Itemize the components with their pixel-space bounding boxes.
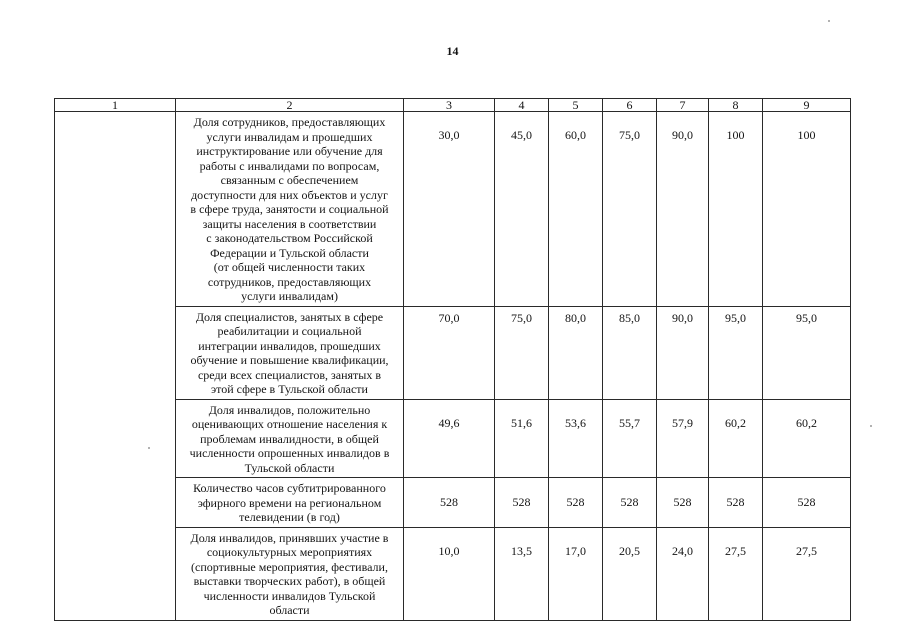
description-line: работы с инвалидами по вопросам,: [199, 158, 380, 173]
description-line: Доля специалистов, занятых в сфере: [195, 309, 384, 324]
value-cell: 60,2: [763, 399, 851, 478]
value-cell: 100: [709, 112, 763, 307]
description-line: среди всех специалистов, занятых в: [197, 367, 382, 382]
description-line: Доля инвалидов, положительно: [208, 402, 371, 417]
description-line: эфирного времени на региональном: [197, 495, 382, 510]
value-cell: 27,5: [709, 527, 763, 620]
scan-speck: [870, 425, 872, 427]
column-header-5: 5: [549, 99, 603, 112]
description-line: доступности для них объектов и услуг: [191, 187, 388, 202]
value-cell: 24,0: [657, 527, 709, 620]
indicator-description: [176, 478, 404, 528]
value-cell: 70,0: [404, 306, 495, 399]
description-line: (спортивные мероприятия, фестивали,: [191, 559, 388, 574]
column-header-9: 9: [763, 99, 851, 112]
description-line: связанным с обеспечением: [220, 173, 359, 187]
value-cell: 27,5: [763, 527, 851, 620]
value-cell: 53,6: [549, 399, 603, 478]
description-line: области: [269, 603, 310, 617]
value-cell: 95,0: [709, 306, 763, 399]
description-line: численности инвалидов Тульской: [203, 588, 376, 603]
value-cell: 57,9: [657, 399, 709, 478]
column-header-4: 4: [495, 99, 549, 112]
description-line: проблемам инвалидности, в общей: [200, 431, 379, 446]
description-line: в сфере труда, занятости и социальной: [190, 202, 389, 216]
description-line: инструктирование или обучение для: [196, 144, 383, 158]
description-line: (от общей численности таких: [213, 260, 366, 274]
description-line: с законодательством Российской: [206, 231, 373, 245]
description-line: Доля сотрудников, предоставляющих: [193, 115, 386, 129]
description-line: интеграции инвалидов, прошедших: [198, 338, 381, 353]
description-line: социокультурных мероприятиях: [206, 545, 373, 559]
description-line: Федерации и Тульской области: [210, 245, 369, 260]
value-cell: 17,0: [549, 527, 603, 620]
value-cell: 528: [657, 478, 709, 528]
value-cell: 55,7: [603, 399, 657, 478]
column-header-3: 3: [404, 99, 495, 112]
value-cell: 85,0: [603, 306, 657, 399]
value-cell: 528: [549, 478, 603, 528]
scan-speck: [148, 447, 150, 449]
column-header-8: 8: [709, 99, 763, 112]
value-cell: 13,5: [495, 527, 549, 620]
value-cell: 20,5: [603, 527, 657, 620]
column-header-6: 6: [603, 99, 657, 112]
description-line: выставки творческих работ), в общей: [193, 574, 386, 588]
value-cell: 60,0: [549, 112, 603, 307]
description-line: услуги инвалидам и прошедших: [206, 129, 373, 144]
description-line: Тульской области: [244, 460, 335, 475]
header-row: [55, 99, 851, 112]
column-header-7: 7: [657, 99, 709, 112]
indicator-description: [176, 527, 404, 620]
value-cell: 45,0: [495, 112, 549, 307]
data-table: [54, 98, 851, 621]
table-row: [55, 112, 851, 307]
value-cell: 49,6: [404, 399, 495, 478]
value-cell: 80,0: [549, 306, 603, 399]
value-cell: 528: [603, 478, 657, 528]
value-cell: 10,0: [404, 527, 495, 620]
indicator-description: [176, 112, 404, 307]
value-cell: 75,0: [603, 112, 657, 307]
description-line: сотрудников, предоставляющих: [207, 274, 372, 289]
row-number-cell: [55, 112, 176, 621]
value-cell: 528: [495, 478, 549, 528]
scan-speck: [828, 20, 830, 22]
column-header-2: 2: [176, 99, 404, 112]
value-cell: 30,0: [404, 112, 495, 307]
value-cell: 60,2: [709, 399, 763, 478]
description-line: услуги инвалидам): [241, 289, 338, 303]
indicator-description: [176, 399, 404, 478]
value-cell: 528: [763, 478, 851, 528]
description-line: защиты населения в соответствии: [202, 216, 377, 231]
value-cell: 90,0: [657, 112, 709, 307]
value-cell: 51,6: [495, 399, 549, 478]
description-line: этой сфере в Тульской области: [211, 382, 368, 396]
value-cell: 100: [763, 112, 851, 307]
value-cell: 95,0: [763, 306, 851, 399]
description-line: оценивающих отношение населения к: [191, 417, 388, 431]
description-line: Доля инвалидов, принявших участие в: [190, 530, 389, 545]
description-line: реабилитации и социальной: [217, 324, 362, 338]
indicator-description: [176, 306, 404, 399]
description-line: Количество часов субтитрированного: [193, 481, 386, 495]
value-cell: 528: [709, 478, 763, 528]
value-cell: 528: [404, 478, 495, 528]
value-cell: 90,0: [657, 306, 709, 399]
value-cell: 75,0: [495, 306, 549, 399]
description-line: обучение и повышение квалификации,: [190, 353, 389, 367]
description-line: численности опрошенных инвалидов в: [189, 446, 390, 460]
page-number: 14: [446, 44, 459, 58]
column-header-1: 1: [55, 99, 176, 112]
description-line: телевидении (в год): [239, 510, 340, 524]
